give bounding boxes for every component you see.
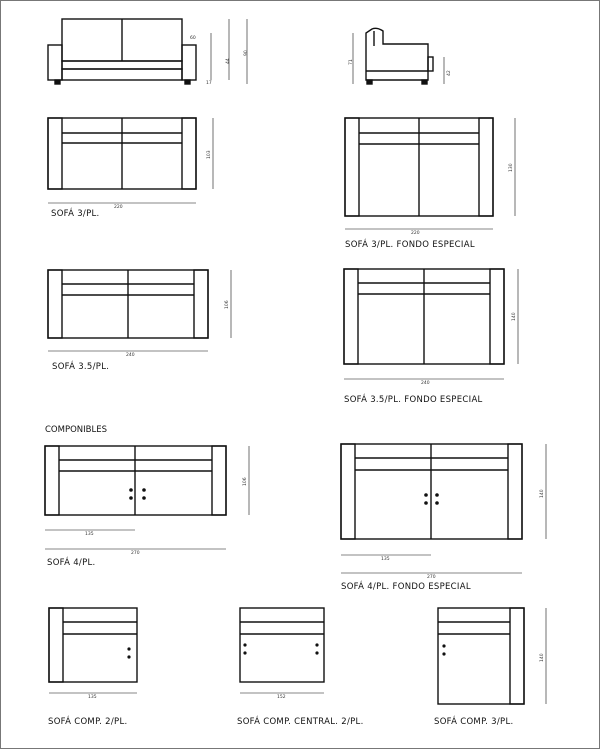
label-sofa35-fe: SOFÁ 3.5/PL. FONDO ESPECIAL bbox=[344, 395, 483, 405]
sofa4fe-half-dim: 135 bbox=[381, 557, 390, 562]
sofa3-plan bbox=[48, 118, 213, 203]
sofa4-plan bbox=[45, 446, 249, 549]
side-seat-dim: 42 bbox=[447, 70, 452, 76]
sofa4-depth-dim: 106 bbox=[243, 477, 248, 486]
side-height-dim: 71 bbox=[349, 59, 354, 65]
comp3-depth-dim: 140 bbox=[540, 653, 545, 662]
front-height-dim: 90 bbox=[244, 50, 249, 56]
label-sofa4-fe: SOFÁ 4/PL. FONDO ESPECIAL bbox=[341, 582, 471, 592]
sofa4-half-dim: 135 bbox=[85, 532, 94, 537]
sofa35-depth-dim: 106 bbox=[225, 300, 230, 309]
sofa35fe-width-dim: 240 bbox=[421, 381, 430, 386]
front-elevation-drawing bbox=[48, 19, 247, 84]
front-seat-dim: 44 bbox=[226, 58, 231, 64]
sofa35-fe-plan bbox=[344, 269, 518, 379]
sofa4-fe-plan bbox=[341, 444, 546, 573]
label-sofa3: SOFÁ 3/PL. bbox=[51, 209, 100, 219]
comp2-width-dim: 135 bbox=[88, 695, 97, 700]
label-compcentral: SOFÁ COMP. CENTRAL. 2/PL. bbox=[237, 717, 364, 727]
sofa4-width-dim: 270 bbox=[131, 551, 140, 556]
sofa4fe-depth-dim: 140 bbox=[540, 489, 545, 498]
label-sofa4: SOFÁ 4/PL. bbox=[47, 558, 96, 568]
label-sofa35: SOFÁ 3.5/PL. bbox=[52, 362, 110, 372]
label-comp2: SOFÁ COMP. 2/PL. bbox=[48, 717, 128, 727]
drawings-canvas bbox=[1, 1, 600, 750]
comp2-plan bbox=[49, 608, 137, 693]
label-comp3: SOFÁ COMP. 3/PL. bbox=[434, 717, 514, 727]
sofa3fe-width-dim: 220 bbox=[411, 231, 420, 236]
sofa35-plan bbox=[48, 270, 231, 351]
label-sofa3-fe: SOFÁ 3/PL. FONDO ESPECIAL bbox=[345, 240, 475, 250]
front-arm-dim: 60 bbox=[190, 36, 196, 41]
sofa4fe-width-dim: 270 bbox=[427, 575, 436, 580]
comp3-plan bbox=[438, 608, 546, 704]
compcentral-width-dim: 152 bbox=[277, 695, 286, 700]
front-leg-dim: 17 bbox=[206, 81, 212, 86]
section-title: COMPONIBLES bbox=[45, 425, 107, 435]
sofa3-fe-plan bbox=[345, 118, 515, 229]
compcentral-plan bbox=[240, 608, 324, 693]
sofa3-depth-dim: 103 bbox=[207, 150, 212, 159]
side-elevation-drawing bbox=[353, 28, 444, 84]
sofa35-width-dim: 240 bbox=[126, 353, 135, 358]
sofa35fe-depth-dim: 140 bbox=[512, 312, 517, 321]
sofa3fe-depth-dim: 130 bbox=[509, 163, 514, 172]
sofa3-width-dim: 220 bbox=[114, 205, 123, 210]
